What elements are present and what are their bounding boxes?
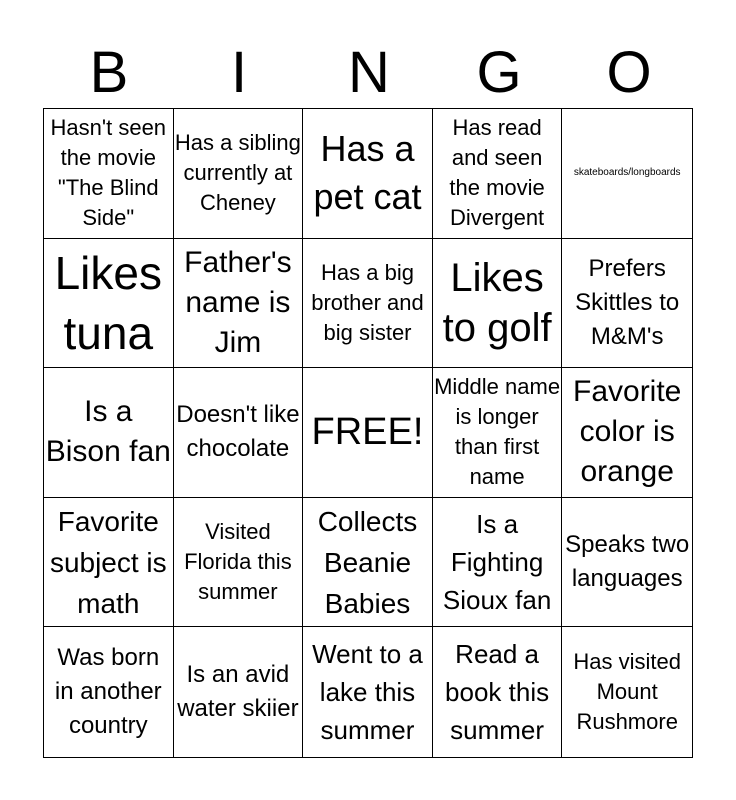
- bingo-cell[interactable]: [562, 368, 692, 498]
- free-space-cell[interactable]: [303, 368, 433, 498]
- cell-text: Read a book this summer: [445, 639, 550, 746]
- bingo-cell[interactable]: [174, 368, 304, 498]
- cell-text: Has a big brother and big sister: [311, 259, 424, 345]
- cell-text: Was born in another country: [54, 644, 162, 740]
- bingo-cell[interactable]: [433, 498, 563, 628]
- bingo-cell[interactable]: [44, 627, 174, 757]
- bingo-cell[interactable]: [433, 109, 563, 239]
- bingo-grid: [43, 108, 693, 758]
- bingo-cell[interactable]: [44, 368, 174, 498]
- bingo-cell[interactable]: [303, 498, 433, 628]
- cell-text: Likes tuna: [54, 246, 162, 359]
- bingo-cell[interactable]: [562, 498, 692, 628]
- bingo-cell[interactable]: [562, 109, 692, 239]
- cell-text: Is an avid water skiier: [177, 661, 299, 723]
- bingo-header: [44, 40, 694, 106]
- cell-text: Favorite color is orange: [573, 375, 682, 489]
- cell-text: Has visited Mount Rushmore: [573, 649, 681, 735]
- bingo-cell[interactable]: [174, 109, 304, 239]
- cell-text: Speaks two languages: [565, 531, 690, 593]
- cell-text: Has a pet cat: [313, 128, 422, 218]
- bingo-cell[interactable]: [433, 368, 563, 498]
- cell-text: Father's name is Jim: [184, 245, 292, 359]
- cell-text: Has a sibling currently at Cheney: [174, 130, 301, 216]
- cell-text: Prefers Skittles to M&M's: [575, 254, 680, 350]
- bingo-cell[interactable]: [44, 239, 174, 369]
- cell-text: Has read and seen the movie Divergent: [449, 115, 545, 231]
- header-letter-i: I: [230, 40, 248, 105]
- bingo-cell[interactable]: [44, 109, 174, 239]
- cell-text: skateboards/longboards: [573, 167, 681, 179]
- bingo-cell[interactable]: [303, 239, 433, 369]
- header-letter-n: N: [348, 40, 390, 105]
- bingo-cell[interactable]: [44, 498, 174, 628]
- cell-text: Visited Florida this summer: [184, 519, 292, 605]
- cell-text: Doesn't like chocolate: [176, 401, 300, 463]
- bingo-cell[interactable]: [174, 627, 304, 757]
- cell-text: Is a Bison fan: [45, 395, 171, 469]
- bingo-cell[interactable]: [562, 239, 692, 369]
- cell-text: Is a Fighting Sioux fan: [442, 509, 552, 616]
- header-letter-b: B: [89, 40, 129, 105]
- cell-text: Favorite subject is math: [49, 505, 167, 619]
- cell-text: Likes to golf: [442, 255, 552, 350]
- cell-text: Collects Beanie Babies: [317, 505, 418, 619]
- bingo-cell[interactable]: [174, 239, 304, 369]
- bingo-cell[interactable]: [303, 627, 433, 757]
- bingo-cell[interactable]: [562, 627, 692, 757]
- bingo-cell[interactable]: [174, 498, 304, 628]
- cell-text: Middle name is longer than first name: [434, 374, 561, 490]
- bingo-cell[interactable]: [303, 109, 433, 239]
- free-space-text: FREE!: [311, 411, 424, 454]
- bingo-cell[interactable]: [433, 239, 563, 369]
- cell-text: Went to a lake this summer: [312, 639, 423, 746]
- cell-text: Hasn't seen the movie "The Blind Side": [50, 115, 167, 231]
- header-letter-o: O: [606, 40, 652, 105]
- bingo-cell[interactable]: [433, 627, 563, 757]
- header-letter-g: G: [476, 40, 522, 105]
